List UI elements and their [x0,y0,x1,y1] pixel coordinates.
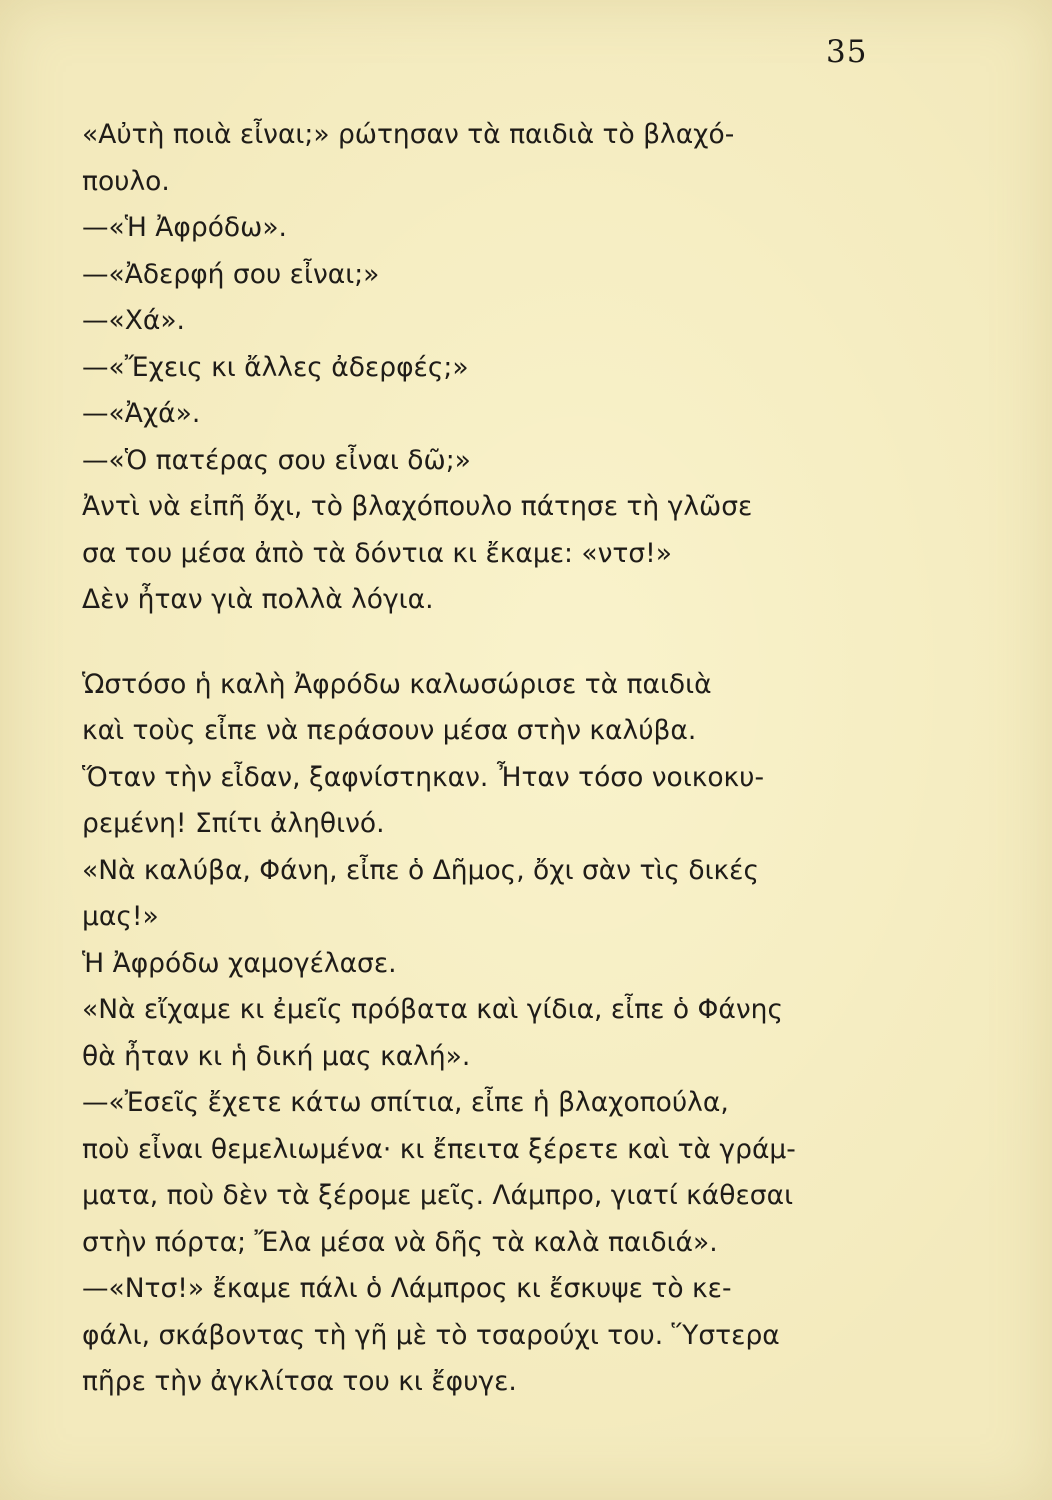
body-text [82,112,900,1406]
text-line: ποὺ εἶναι θεμελιωμένα· κι ἔπειτα ξέρετε καὶ τὰ γράμ- [82,1133,796,1165]
text-line: —«Ἡ Ἀφρόδω». [82,212,287,243]
text-line: πῆρε τὴν ἀγκλίτσα του κι ἔφυγε. [82,1366,517,1397]
text-line: —«Ντσ!» ἔκαμε πάλι ὁ Λάμπρος κι ἔσκυψε τὸ κε- [82,1273,732,1304]
text-line: Ὡστόσο ἡ καλὴ Ἀφρόδω καλωσώρισε τὰ παιδιὰ [82,668,712,700]
text-line: στὴν πόρτα; Ἔλα μέσα νὰ δῆς τὰ καλὰ παιδιά». [82,1226,718,1258]
text-line: «Αὐτὴ ποιὰ εἶναι;» ρώτησαν τὰ παιδιὰ τὸ βλαχό- [82,119,735,150]
text-line: —«Ἀδερφή σου εἶναι;» [82,258,380,290]
text-line: μας!» [82,901,159,932]
text-line: ρεμένη! Σπίτι ἀληθινό. [82,808,385,839]
text-line: ματα, ποὺ δὲν τὰ ξέρομε μεῖς. Λάμπρο, γιατί κάθεσαι [82,1180,794,1211]
text-line: «Νὰ εἴχαμε κι ἐμεῖς πρόβατα καὶ γίδια, εἶπε ὁ Φάνης [82,994,784,1025]
text-line: φάλι, σκάβοντας τὴ γῆ μὲ τὸ τσαρούχι του. Ὕστερα [82,1319,780,1351]
text-line: —«Ἔχεις κι ἄλλες ἀδερφές;» [82,351,469,383]
page-number: 35 [826,34,868,70]
text-line: —«Ἐσεῖς ἔχετε κάτω σπίτια, εἶπε ἡ βλαχοπούλα, [82,1087,729,1118]
text-line: —«Ὁ πατέρας σου εἶναι δῶ;» [82,444,471,476]
text-line: —«Χά». [82,305,185,336]
text-line: Ἀντὶ νὰ εἰπῆ ὄχι, τὸ βλαχόπουλο πάτησε τὴ γλῶσε [82,491,753,522]
text-line: Ὅταν τὴν εἶδαν, ξαφνίστηκαν. Ἦταν τόσο νοικοκυ- [82,761,765,793]
text-line: πουλο. [82,165,170,197]
text-line: Δὲν ἦταν γιὰ πολλὰ λόγια. [82,584,434,615]
paragraph-gap [82,624,900,662]
text-line: Ἡ Ἀφρόδω χαμογέλασε. [82,947,397,979]
text-line: θὰ ἦταν κι ἡ δική μας καλή». [82,1040,471,1072]
text-line: σα του μέσα ἀπὸ τὰ δόντια κι ἔκαμε: «ντσ!» [82,537,672,569]
text-line: —«Ἀχά». [82,398,201,429]
text-line: «Νὰ καλύβα, Φάνη, εἶπε ὁ Δῆμος, ὄχι σὰν τὶς δικές [82,854,760,886]
text-line: καὶ τοὺς εἶπε νὰ περάσουν μέσα στὴν καλύβα. [82,715,697,746]
